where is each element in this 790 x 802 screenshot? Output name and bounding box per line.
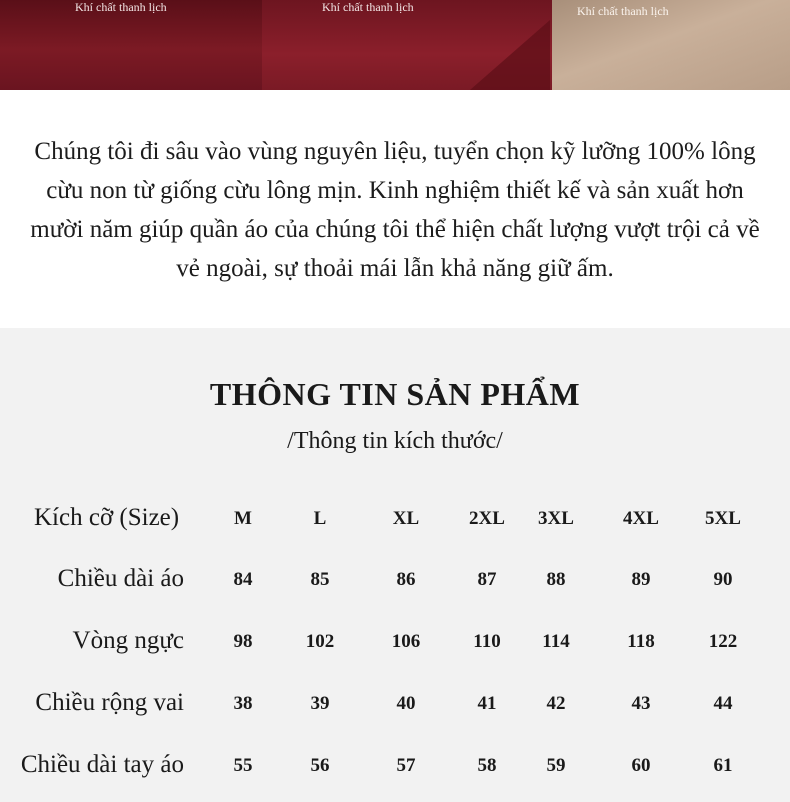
table-cell: 85 [310,569,330,590]
table-cell: 55 [233,755,253,776]
table-cell: 60 [631,755,651,776]
table-cell: 110 [473,631,501,652]
table-cell: 61 [713,755,733,776]
size-header-label: Kích cỡ (Size) [34,504,180,531]
table-cell: 118 [627,631,655,652]
table-cell: 86 [396,569,416,590]
table-cell: 87 [477,569,497,590]
table-cell: 41 [477,693,497,714]
table-cell: 43 [631,693,651,714]
section-subtitle: /Thông tin kích thước/ [287,428,503,454]
size-xl: XL [392,508,420,529]
table-cell: 57 [396,755,416,776]
banner-caption-1: Khí chất thanh lịch [75,0,167,14]
size-header-row [0,504,790,544]
table-cell: 39 [310,693,330,714]
size-4xl: 4XL [623,508,659,529]
table-cell: 38 [233,693,253,714]
product-info-section [0,328,790,802]
table-cell: 114 [542,631,570,652]
banner-image [0,0,790,90]
size-l: L [313,508,327,529]
table-cell: 56 [310,755,330,776]
banner-fabric-fold [470,20,550,90]
table-row-shirt-length [0,565,790,605]
intro-text: Chúng tôi đi sâu vào vùng nguyên liệu, tuyển chọn kỹ lưỡng 100% lông cừu non từ giống cừu lông mịn. Kinh nghiệm thiết kế và sản xuất hơn mười năm giúp quần áo của chúng tôi thể hiện chất lượng vượt trội cả về vẻ ngoài, sự thoải mái lẫn khả năng giữ ấm. [30,138,760,282]
banner-caption-3: Khí chất thanh lịch [577,4,669,18]
table-cell: 44 [713,693,733,714]
size-m: M [234,508,252,529]
table-row-sleeve [0,751,790,791]
table-cell: 98 [233,631,253,652]
table-cell: 58 [477,755,497,776]
row-label: Vòng ngực [72,627,184,654]
size-2xl: 2XL [469,508,505,529]
size-3xl: 3XL [538,508,574,529]
size-5xl: 5XL [705,508,741,529]
table-row-chest [0,627,790,667]
banner-caption-2: Khí chất thanh lịch [322,0,414,14]
row-label: Chiều rộng vai [35,689,184,716]
table-cell: 102 [305,631,335,652]
table-cell: 106 [391,631,421,652]
table-cell: 40 [396,693,416,714]
intro-section [0,90,790,328]
table-cell: 88 [546,569,566,590]
row-label: Chiều dài tay áo [20,751,184,778]
section-title: THÔNG TIN SẢN PHẨM [209,376,581,412]
row-label: Chiều dài áo [57,565,184,592]
table-row-shoulder [0,689,790,729]
table-cell: 59 [546,755,566,776]
table-cell: 90 [713,569,733,590]
table-cell: 89 [631,569,651,590]
table-cell: 42 [546,693,566,714]
table-cell: 84 [233,569,253,590]
table-cell: 122 [708,631,738,652]
